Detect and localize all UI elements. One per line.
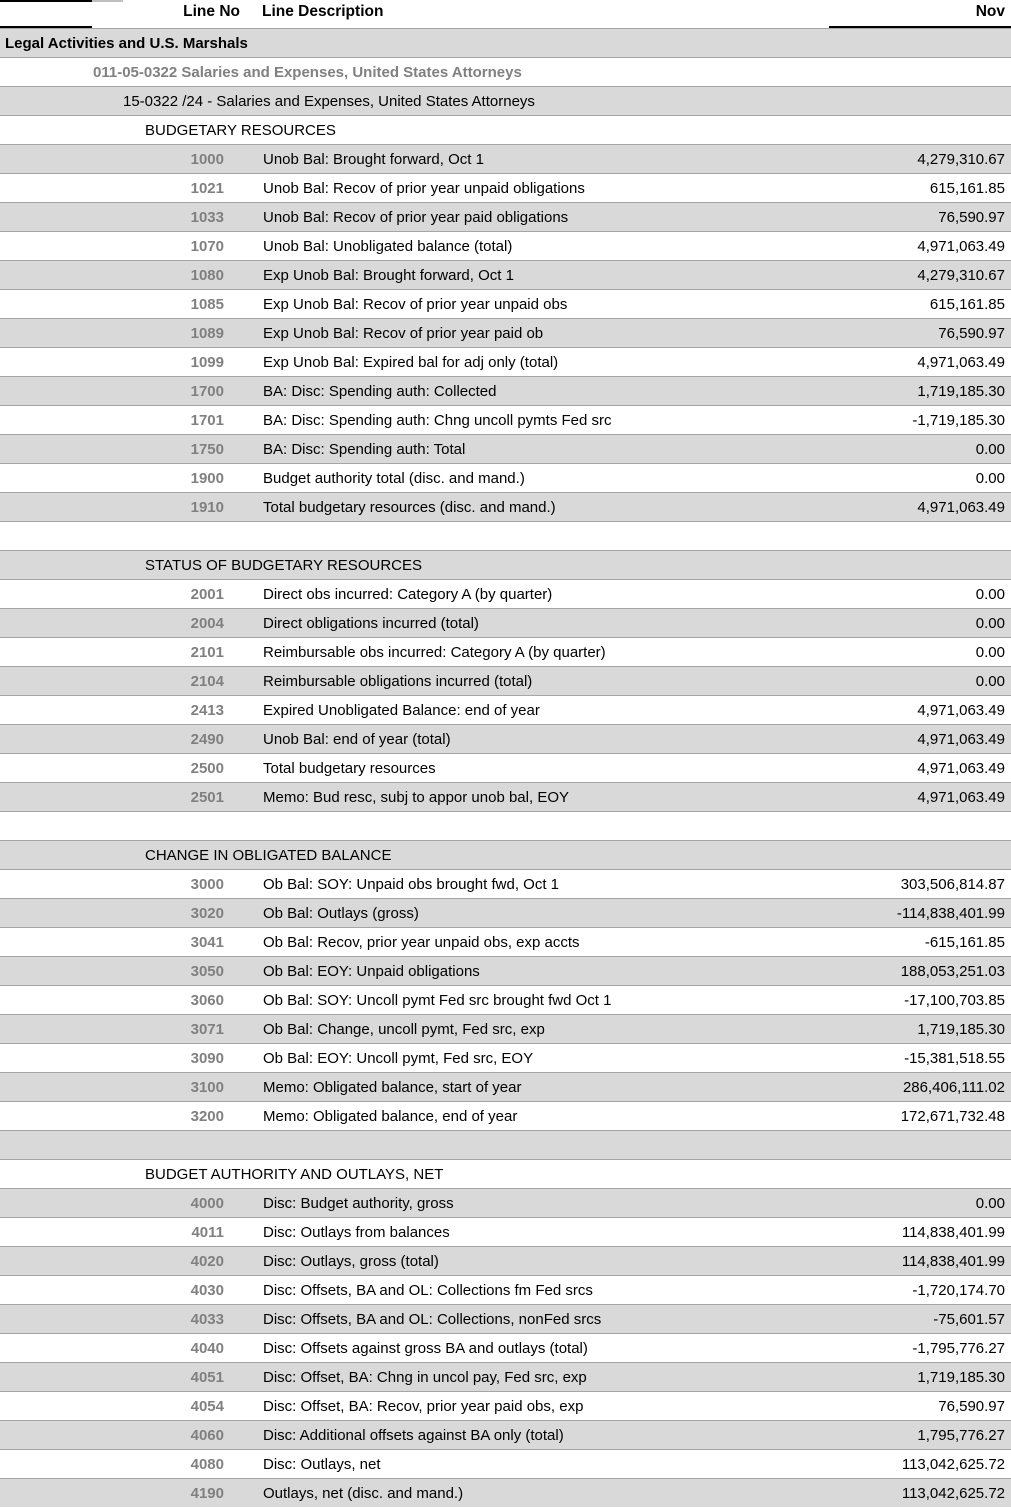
line-no: 1085 [190, 296, 224, 313]
amount-nov: -615,161.85 [924, 934, 1005, 951]
table-row[interactable] [0, 1420, 1011, 1449]
line-no: 2501 [190, 789, 224, 806]
section-title: BUDGETARY RESOURCES [145, 122, 336, 139]
amount-nov: 1,719,185.30 [917, 383, 1005, 400]
line-no: 1089 [190, 325, 224, 342]
line-no: 1080 [190, 267, 224, 284]
line-description: Ob Bal: EOY: Uncoll pymt, Fed src, EOY [263, 1050, 534, 1067]
amount-nov: -1,719,185.30 [912, 412, 1005, 429]
line-description: Reimbursable obs incurred: Category A (by quarter) [263, 644, 606, 661]
table-row[interactable] [0, 1362, 1011, 1391]
table-row[interactable] [0, 927, 1011, 956]
table-row[interactable] [0, 1246, 1011, 1275]
line-no: 4020 [190, 1253, 224, 1270]
line-description: Disc: Outlays, gross (total) [263, 1253, 439, 1270]
section-header-row [0, 550, 1011, 579]
line-description: Direct obligations incurred (total) [263, 615, 479, 632]
line-no: 4060 [190, 1427, 224, 1444]
table-row[interactable] [0, 1304, 1011, 1333]
line-description: Exp Unob Bal: Recov of prior year paid ob [263, 325, 544, 342]
table-row[interactable] [0, 869, 1011, 898]
line-description: Disc: Outlays from balances [263, 1224, 450, 1241]
table-row[interactable] [0, 173, 1011, 202]
line-no: 2004 [190, 615, 224, 632]
line-description: Unob Bal: Recov of prior year unpaid obligations [263, 180, 585, 197]
spacer-row [0, 811, 1011, 840]
amount-nov: 0.00 [975, 644, 1005, 661]
amount-nov: 76,590.97 [938, 209, 1005, 226]
line-no: 1900 [190, 470, 224, 487]
line-no: 4030 [190, 1282, 224, 1299]
amount-nov: 113,042,625.72 [901, 1456, 1005, 1473]
table-row[interactable] [0, 463, 1011, 492]
amount-nov: 4,971,063.49 [917, 760, 1005, 777]
header-top-rule-gray [92, 0, 123, 2]
line-no: 3050 [190, 963, 224, 980]
line-description: Unob Bal: Recov of prior year paid obligations [263, 209, 569, 226]
table-row[interactable] [0, 782, 1011, 811]
report-body [0, 28, 1011, 1507]
amount-nov: 4,279,310.67 [917, 151, 1005, 168]
amount-nov: 0.00 [975, 1195, 1005, 1212]
line-no: 4000 [190, 1195, 224, 1212]
line-no: 2001 [190, 586, 224, 603]
amount-nov: 0.00 [975, 441, 1005, 458]
amount-nov: 4,971,063.49 [917, 499, 1005, 516]
line-description: Memo: Obligated balance, start of year [263, 1079, 522, 1096]
table-row[interactable] [0, 1072, 1011, 1101]
line-no: 4051 [190, 1369, 224, 1386]
line-no: 2500 [190, 760, 224, 777]
table-row[interactable] [0, 1478, 1011, 1507]
amount-nov: 1,719,185.30 [917, 1021, 1005, 1038]
spacer-row [0, 1130, 1011, 1159]
amount-nov: -1,720,174.70 [912, 1282, 1005, 1299]
spacer-row [0, 521, 1011, 550]
table-row[interactable] [0, 579, 1011, 608]
line-description: Exp Unob Bal: Recov of prior year unpaid obs [263, 296, 568, 313]
line-no: 1021 [190, 180, 224, 197]
line-no: 1099 [190, 354, 224, 371]
table-row[interactable] [0, 1043, 1011, 1072]
table-row[interactable] [0, 608, 1011, 637]
amount-nov: 0.00 [975, 586, 1005, 603]
amount-nov: 0.00 [975, 470, 1005, 487]
line-no: 1033 [190, 209, 224, 226]
table-row[interactable] [0, 492, 1011, 521]
line-no: 4190 [190, 1485, 224, 1502]
table-row[interactable] [0, 318, 1011, 347]
table-row[interactable] [0, 376, 1011, 405]
table-row[interactable] [0, 289, 1011, 318]
amount-nov: -114,838,401.99 [896, 905, 1005, 922]
amount-nov: -15,381,518.55 [904, 1050, 1005, 1067]
amount-nov: 188,053,251.03 [900, 963, 1005, 980]
section-title: CHANGE IN OBLIGATED BALANCE [145, 847, 392, 864]
line-description: Exp Unob Bal: Brought forward, Oct 1 [263, 267, 514, 284]
line-description: Disc: Outlays, net [263, 1456, 381, 1473]
line-no: 1910 [190, 499, 224, 516]
table-row[interactable] [0, 1101, 1011, 1130]
amount-nov: -17,100,703.85 [904, 992, 1005, 1009]
line-no: 3000 [190, 876, 224, 893]
table-row[interactable] [0, 637, 1011, 666]
amount-nov: 114,838,401.99 [901, 1253, 1005, 1270]
line-description: Disc: Offsets, BA and OL: Collections fm Fed srcs [263, 1282, 593, 1299]
amount-nov: 0.00 [975, 673, 1005, 690]
line-no: 3071 [190, 1021, 224, 1038]
amount-nov: 303,506,814.87 [900, 876, 1005, 893]
table-row[interactable] [0, 724, 1011, 753]
amount-nov: 76,590.97 [938, 1398, 1005, 1415]
line-no: 3020 [190, 905, 224, 922]
line-no: 3060 [190, 992, 224, 1009]
line-description: Total budgetary resources (disc. and mand.) [263, 499, 556, 516]
line-no: 2490 [190, 731, 224, 748]
line-description: Direct obs incurred: Category A (by quarter) [263, 586, 553, 603]
treasury-account-row[interactable] [0, 86, 1011, 115]
line-description: Unob Bal: Unobligated balance (total) [263, 238, 513, 255]
line-description: Outlays, net (disc. and mand.) [263, 1485, 464, 1502]
line-description: Ob Bal: Recov, prior year unpaid obs, exp accts [263, 934, 580, 951]
amount-nov: 4,971,063.49 [917, 238, 1005, 255]
line-no: 4033 [190, 1311, 224, 1328]
bureau-label: Legal Activities and U.S. Marshals [5, 35, 248, 52]
section-header-row [0, 1159, 1011, 1188]
table-row[interactable] [0, 1217, 1011, 1246]
line-description: Ob Bal: Change, uncoll pymt, Fed src, exp [263, 1021, 545, 1038]
line-no: 4080 [190, 1456, 224, 1473]
table-row[interactable] [0, 260, 1011, 289]
table-row[interactable] [0, 956, 1011, 985]
line-description: Exp Unob Bal: Expired bal for adj only (total) [263, 354, 559, 371]
table-row[interactable] [0, 1188, 1011, 1217]
amount-nov: 615,161.85 [929, 296, 1005, 313]
amount-nov: 4,971,063.49 [917, 789, 1005, 806]
line-no: 1700 [190, 383, 224, 400]
section-title: STATUS OF BUDGETARY RESOURCES [145, 557, 422, 574]
line-description: Ob Bal: Outlays (gross) [263, 905, 419, 922]
table-row[interactable] [0, 753, 1011, 782]
amount-nov: 1,719,185.30 [917, 1369, 1005, 1386]
amount-nov: 1,795,776.27 [917, 1427, 1005, 1444]
line-description: Expired Unobligated Balance: end of year [263, 702, 540, 719]
line-description: BA: Disc: Spending auth: Chng uncoll pymts Fed src [263, 412, 612, 429]
column-header-line-description: Line Description [262, 3, 384, 20]
table-row[interactable] [0, 405, 1011, 434]
column-header-period: Nov [975, 3, 1005, 20]
amount-nov: 286,406,111.02 [902, 1079, 1005, 1096]
line-no: 2104 [190, 673, 224, 690]
table-row[interactable] [0, 666, 1011, 695]
line-no: 3041 [190, 934, 224, 951]
table-row[interactable] [0, 347, 1011, 376]
table-row[interactable] [0, 1014, 1011, 1043]
column-header-line-no: Line No [183, 3, 240, 20]
section-header-row [0, 115, 1011, 144]
section-title: BUDGET AUTHORITY AND OUTLAYS, NET [145, 1166, 444, 1183]
line-no: 4040 [190, 1340, 224, 1357]
line-description: Disc: Additional offsets against BA only (total) [263, 1427, 564, 1444]
line-description: Disc: Offsets, BA and OL: Collections, nonFed srcs [263, 1311, 602, 1328]
line-description: Memo: Bud resc, subj to appor unob bal, EOY [263, 789, 569, 806]
line-no: 1000 [190, 151, 224, 168]
column-header-row [0, 0, 1011, 28]
table-row[interactable] [0, 1449, 1011, 1478]
line-no: 4011 [191, 1224, 224, 1241]
line-description: Disc: Budget authority, gross [263, 1195, 454, 1212]
amount-nov: 76,590.97 [938, 325, 1005, 342]
line-description: Unob Bal: Brought forward, Oct 1 [263, 151, 484, 168]
line-description: Disc: Offset, BA: Chng in uncol pay, Fed src, exp [263, 1369, 587, 1386]
amount-nov: -75,601.57 [933, 1311, 1005, 1328]
amount-nov: 114,838,401.99 [901, 1224, 1005, 1241]
table-row[interactable] [0, 434, 1011, 463]
table-row[interactable] [0, 985, 1011, 1014]
table-row[interactable] [0, 144, 1011, 173]
table-row[interactable] [0, 1391, 1011, 1420]
line-description: Reimbursable obligations incurred (total) [263, 673, 533, 690]
line-no: 1701 [190, 412, 224, 429]
amount-nov: 4,971,063.49 [917, 702, 1005, 719]
table-row[interactable] [0, 231, 1011, 260]
line-no: 3090 [190, 1050, 224, 1067]
line-no: 2413 [190, 702, 224, 719]
amount-nov: -1,795,776.27 [912, 1340, 1005, 1357]
line-no: 3200 [190, 1108, 224, 1125]
line-description: Ob Bal: SOY: Uncoll pymt Fed src brought fwd Oct 1 [263, 992, 612, 1009]
amount-nov: 4,971,063.49 [917, 354, 1005, 371]
line-no: 1070 [190, 238, 224, 255]
section-header-row [0, 840, 1011, 869]
line-description: Total budgetary resources [263, 760, 436, 777]
table-row[interactable] [0, 1275, 1011, 1304]
treasury-account-label: 15-0322 /24 - Salaries and Expenses, United States Attorneys [123, 93, 535, 110]
table-row[interactable] [0, 695, 1011, 724]
table-row[interactable] [0, 898, 1011, 927]
amount-nov: 113,042,625.72 [901, 1485, 1005, 1502]
amount-nov: 615,161.85 [929, 180, 1005, 197]
line-no: 3100 [190, 1079, 224, 1096]
table-row[interactable] [0, 202, 1011, 231]
line-description: BA: Disc: Spending auth: Collected [263, 383, 497, 400]
line-description: Ob Bal: EOY: Unpaid obligations [263, 963, 480, 980]
line-description: Disc: Offsets against gross BA and outlays (total) [263, 1340, 588, 1357]
line-description: Budget authority total (disc. and mand.) [263, 470, 525, 487]
amount-nov: 172,671,732.48 [900, 1108, 1005, 1125]
account-label: 011-05-0322 Salaries and Expenses, United States Attorneys [93, 64, 522, 81]
account-row[interactable] [0, 57, 1011, 86]
table-row[interactable] [0, 1333, 1011, 1362]
line-no: 4054 [190, 1398, 224, 1415]
line-no: 1750 [190, 441, 224, 458]
line-description: Disc: Offset, BA: Recov, prior year paid obs, exp [263, 1398, 584, 1415]
header-top-rule-left [0, 0, 92, 2]
line-description: Memo: Obligated balance, end of year [263, 1108, 518, 1125]
line-no: 2101 [190, 644, 224, 661]
line-description: Ob Bal: SOY: Unpaid obs brought fwd, Oct 1 [263, 876, 559, 893]
line-description: BA: Disc: Spending auth: Total [263, 441, 466, 458]
bureau-row[interactable] [0, 28, 1011, 57]
line-description: Unob Bal: end of year (total) [263, 731, 451, 748]
amount-nov: 0.00 [975, 615, 1005, 632]
amount-nov: 4,279,310.67 [917, 267, 1005, 284]
amount-nov: 4,971,063.49 [917, 731, 1005, 748]
